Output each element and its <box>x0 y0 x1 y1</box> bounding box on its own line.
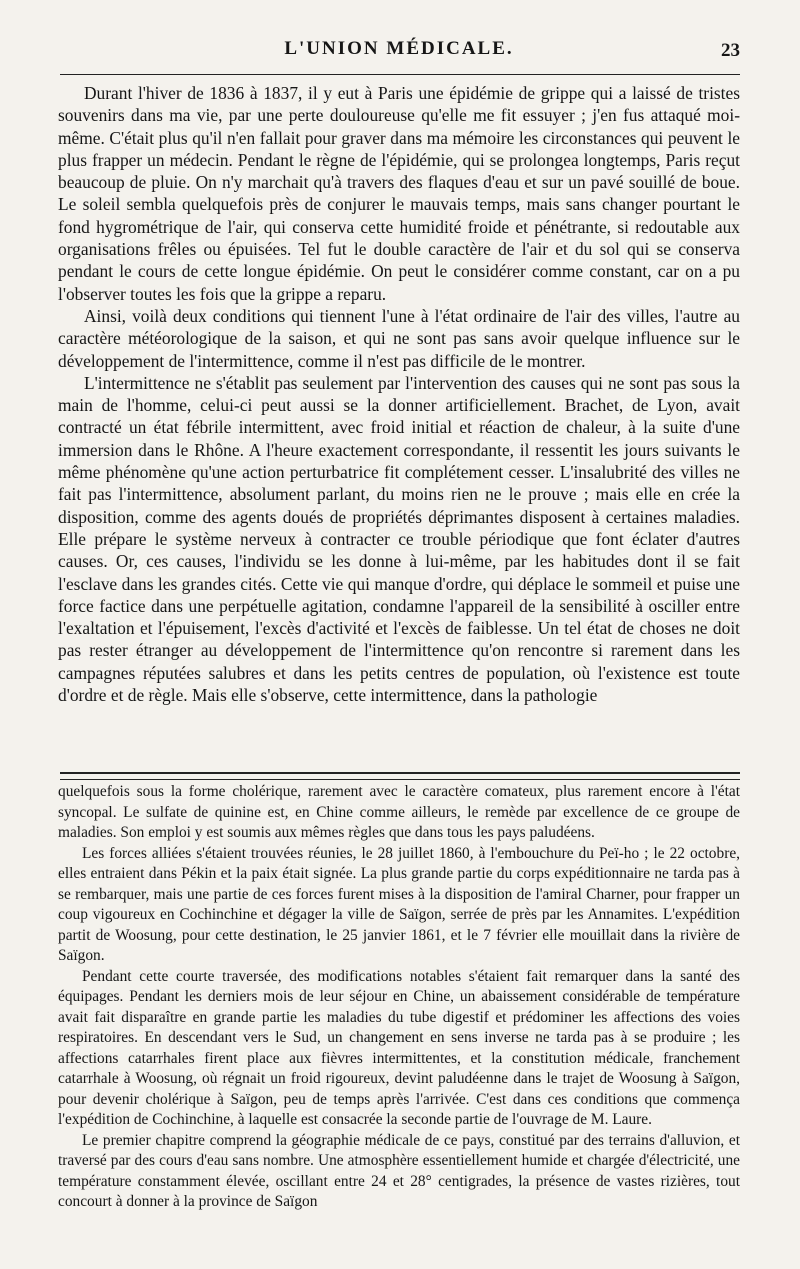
header-rule <box>60 74 740 75</box>
notes-paragraph-3: Pendant cette courte traversée, des modifications notables s'étaient fait remarquer dans la santé des équipages. Pendant les derniers mois de leur séjour en Chine, un abaissement considérable de température avait fait disparaître en grande partie les maladies du tube digestif et prédominer les affections des voies respiratoires. En descendant vers le Sud, un changement en sens inverse ne tarda pas à se produire ; les affections catarrhales firent place aux fièvres intermittentes, et la constitution médicale, franchement catarrhale à Woosung, où régnait un froid rigoureux, devint paludéenne dans le trajet de Woosung à Saïgon, pour devenir cholérique à Saïgon, peu de temps après l'arrivée. C'est dans ces conditions que commença l'expédition de Cochinchine, à laquelle est consacrée la seconde partie de l'ouvrage de M. Laure. <box>58 967 740 1128</box>
page-number: 23 <box>721 40 740 61</box>
notes-paragraph-2: Les forces alliées s'étaient trouvées réunies, le 28 juillet 1860, à l'embouchure du Peï-ho ; le 22 octobre, elles entraient dans Pékin et la paix était signée. La plus grande partie du corps expéditionnaire ne tarda pas à se rembarquer, mais une partie de ces forces furent mises à la disposition de l'amiral Charner, pour frapper un coup vigoureux en Cochinchine et dégager la ville de Saïgon, serrée de près par les Annamites. L'expédition partit de Woosung, pour cette destination, le 25 janvier 1861, et le 7 février elle mouillait dans la rivière de Saïgon. <box>58 844 740 964</box>
page-header <box>58 38 740 68</box>
main-text <box>58 82 740 706</box>
main-paragraph-3: L'intermittence ne s'établit pas seulement par l'intervention des causes qui ne sont pas sous la main de l'homme, celui-ci peut aussi se la donner artificiellement. Brachet, de Lyon, avait contracté un état fébrile intermittent, avec froid initial et réaction de chaleur, à la suite d'une immersion dans le Rhône. A l'heure exactement correspondante, il ressentit les jours suivants le même phénomène qu'une action perturbatrice fit complétement cesser. L'insalubrité des villes ne fait pas l'intermittence, absolument parlant, du moins rien ne le prouve ; mais elle en crée la disposition, comme des agents doués de propriétés déprimantes disposent à certaines maladies. Elle prépare le système nerveux à contracter ce trouble périodique que font éclater d'autres causes. Or, ces causes, l'individu se les donne à lui-même, par les habitudes dont il se fait l'esclave dans les grandes cités. Cette vie qui manque d'ordre, qui déplace le sommeil et puise une force factice dans une perpétuelle agitation, condamne l'appareil de la sensibilité à osciller entre l'exaltation et l'épuisement, l'excès d'activité et l'excès de faiblesse. Un tel état de choses ne doit pas rester étranger au développement de l'intermittence qu'on rencontre si rarement dans les campagnes réputées salubres et dans les petits centres de population, où l'existence est toute d'ordre et de règle. Mais elle s'observe, cette intermittence, dans la pathologie <box>58 372 740 706</box>
main-paragraph-1: Durant l'hiver de 1836 à 1837, il y eut à Paris une épidémie de grippe qui a laissé de tristes souvenirs dans ma vie, par une perte douloureuse qu'elle me fit essuyer ; j'en fus attaqué moi-même. C'était plus qu'il n'en fallait pour graver dans ma mémoire les circonstances qui peuvent le plus frapper un médecin. Pendant le règne de l'épidémie, qui se prolongea longtemps, Paris reçut beaucoup de pluie. On n'y marchait qu'à travers des flaques d'eau et sur un pavé souillé de boue. Le soleil sembla quelquefois près de conjurer le mauvais temps, mais sans changer pourtant le fond hygrométrique de l'air, qui conserva cette humidité froide et pénétrante, si redoutable aux organisations frêles ou épuisées. Tel fut le double caractère de l'air et du sol qui se conserva pendant le cours de cette longue épidémie. On peut le considérer comme constant, car on a pu l'observer toutes les fois que la grippe a reparu. <box>58 83 740 304</box>
notes-paragraph-1: quelquefois sous la forme cholérique, rarement avec le caractère comateux, plus rarement encore à l'état syncopal. Le sulfate de quinine est, en Chine comme ailleurs, le remède par excellence de ce groupe de maladies. Son emploi y est soumis aux mêmes règles que dans tous les pays paludéens. <box>58 783 740 841</box>
notes-text <box>58 782 740 1213</box>
notes-paragraph-4: Le premier chapitre comprend la géographie médicale de ce pays, constitué par des terrains d'alluvion, et traversé par des cours d'eau sans nombre. Une atmosphère essentiellement humide et chargée d'électricité, une température constamment élevée, oscillant entre 24 et 28° centigrades, la présence de vastes rizières, tout concourt à donner à la province de Saïgon <box>58 1131 740 1210</box>
main-paragraph-2: Ainsi, voilà deux conditions qui tiennent l'une à l'état ordinaire de l'air des villes, l'autre au caractère météorologique de la saison, et qui ne sont pas sans avoir quelque influence sur le développement de l'intermittence, comme il n'est pas difficile de le montrer. <box>58 305 740 371</box>
section-divider <box>60 772 740 780</box>
running-title: L'UNION MÉDICALE. <box>284 38 514 59</box>
